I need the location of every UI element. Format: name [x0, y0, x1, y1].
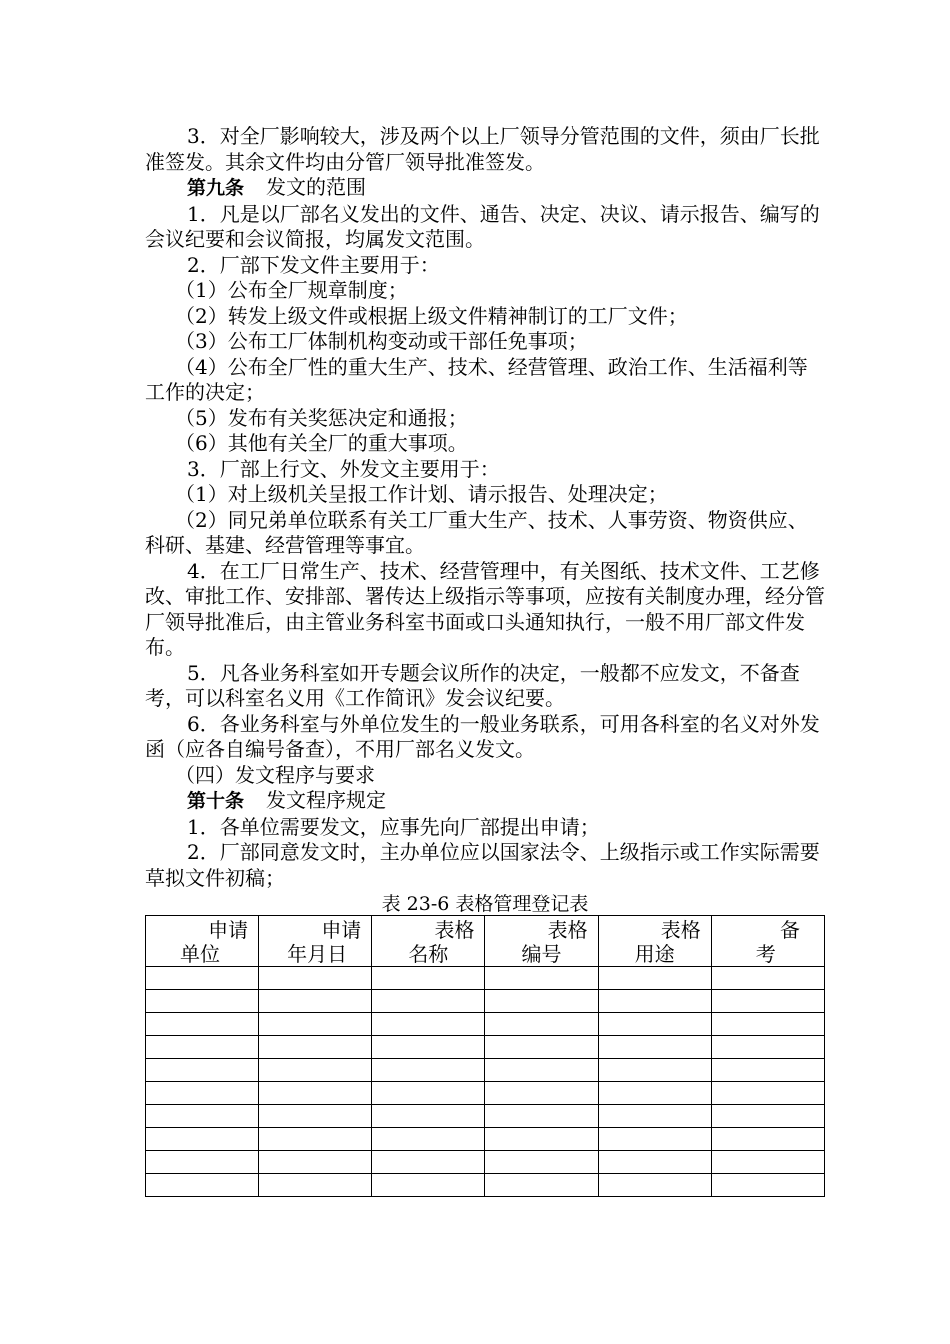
paragraph-procedure-2: [145, 840, 825, 891]
table-cell[interactable]: [146, 1128, 259, 1151]
paragraph-text: 2．厂部下发文件主要用于：: [187, 252, 440, 277]
table-cell[interactable]: [259, 1013, 372, 1036]
list-item-text: （1）公布全厂规章制度；: [175, 278, 408, 302]
paragraph-text: 6．各业务科室与外单位发生的一般业务联系，可用各科室的名义对外发函（应各自编号备查），不用厂部名义发文。: [145, 711, 820, 761]
header-line: 用途: [634, 942, 675, 966]
table-row: [146, 1151, 825, 1174]
paragraph-text: 3．对全厂影响较大，涉及两个以上厂领导分管范围的文件，须由厂长批准签发。其余文件均由分管厂领导批准签发。: [145, 124, 820, 174]
table-cell[interactable]: [372, 1151, 485, 1174]
paragraph-scope-3: [145, 457, 825, 483]
table-cell[interactable]: [485, 1174, 598, 1197]
table-cell[interactable]: [146, 1174, 259, 1197]
paragraph-procedure-1: [145, 815, 825, 841]
table-cell[interactable]: [372, 990, 485, 1013]
article-label: 第九条: [187, 177, 245, 199]
article-9-heading: [145, 175, 825, 202]
table-cell[interactable]: [259, 1059, 372, 1082]
table-cell[interactable]: [259, 1151, 372, 1174]
header-line: 表格: [660, 918, 701, 942]
header-line: 申请: [321, 918, 362, 942]
table-row: [146, 967, 825, 990]
paragraph-text: 4．在工厂日常生产、技术、经营管理中，有关图纸、技术文件、工艺修改、审批工作、安排部、署传达上级指示等事项，应按有关制度办理，经分管厂领导批准后，由主管业务科室书面或口头通知执行，一般不用厂部文件发布。: [145, 558, 825, 659]
form-registration-table: [145, 915, 825, 1197]
paragraph-scope-6: [145, 712, 825, 763]
table-cell[interactable]: [598, 1174, 711, 1197]
table-cell[interactable]: [711, 1059, 824, 1082]
table-cell[interactable]: [146, 967, 259, 990]
article-title: 发文程序规定: [266, 788, 387, 812]
table-cell[interactable]: [146, 1013, 259, 1036]
table-cell[interactable]: [598, 990, 711, 1013]
table-cell[interactable]: [259, 990, 372, 1013]
list-item-text: （2）转发上级文件或根据上级文件精神制订的工厂文件；: [175, 303, 688, 328]
table-cell[interactable]: [598, 1105, 711, 1128]
header-apply-date: [259, 916, 372, 967]
table-cell[interactable]: [485, 1013, 598, 1036]
table-cell[interactable]: [598, 1036, 711, 1059]
list-item-text: （2）同兄弟单位联系有关工厂重大生产、技术、人事劳资、物资供应、科研、基建、经营管理等事宜。: [145, 507, 808, 557]
paragraph-scope-1: [145, 202, 825, 253]
table-cell[interactable]: [598, 1151, 711, 1174]
table-cell[interactable]: [485, 1128, 598, 1151]
paragraph-text: 1．各单位需要发文，应事先向厂部提出申请；: [187, 814, 600, 839]
table-row: [146, 990, 825, 1013]
header-line: 表格: [547, 918, 588, 942]
table-cell[interactable]: [711, 1128, 824, 1151]
table-cell[interactable]: [146, 1059, 259, 1082]
table-header-row: [146, 916, 825, 967]
list-item-text: （5）发布有关奖惩决定和通报；: [175, 405, 468, 430]
table-cell[interactable]: [485, 990, 598, 1013]
table-cell[interactable]: [372, 1036, 485, 1059]
paragraph-scope-4: [145, 559, 825, 661]
table-cell[interactable]: [711, 1105, 824, 1128]
header-line: 单位: [180, 942, 220, 966]
table-cell[interactable]: [711, 1082, 824, 1105]
table-cell[interactable]: [711, 1036, 824, 1059]
table-row: [146, 1036, 825, 1059]
table-cell[interactable]: [485, 1082, 598, 1105]
header-line: 名称: [408, 942, 449, 966]
document-page: [145, 124, 825, 1197]
header-form-number: [485, 916, 598, 967]
table-cell[interactable]: [146, 990, 259, 1013]
header-applicant-unit: [146, 916, 259, 967]
list-item: [145, 355, 825, 406]
article-10-heading: [145, 788, 825, 815]
table-cell[interactable]: [259, 967, 372, 990]
header-line: 年月日: [287, 942, 348, 966]
paragraph-text: 5．凡各业务科室如开专题会议所作的决定，一般都不应发文，不备查考，可以科室名义用《工作简讯》发会议纪要。: [145, 660, 800, 710]
article-title: 发文的范围: [266, 175, 367, 199]
list-item: [145, 431, 825, 457]
list-item: [145, 304, 825, 330]
table-cell[interactable]: [372, 1059, 485, 1082]
table-row: [146, 1105, 825, 1128]
table-row: [146, 1174, 825, 1197]
table-cell[interactable]: [711, 1174, 824, 1197]
table-cell[interactable]: [711, 1013, 824, 1036]
table-cell[interactable]: [146, 1151, 259, 1174]
table-cell[interactable]: [485, 967, 598, 990]
paragraph-text: 3．厂部上行文、外发文主要用于：: [187, 456, 500, 481]
table-cell[interactable]: [598, 1059, 711, 1082]
table-cell[interactable]: [372, 1082, 485, 1105]
section-heading: [145, 763, 825, 789]
table-row: [146, 1082, 825, 1105]
table-cell[interactable]: [485, 1059, 598, 1082]
table-cell[interactable]: [372, 1013, 485, 1036]
table-body: [146, 967, 825, 1197]
table-cell[interactable]: [259, 1128, 372, 1151]
table-cell[interactable]: [259, 1036, 372, 1059]
header-form-name: [372, 916, 485, 967]
table-cell[interactable]: [711, 967, 824, 990]
paragraph-text: 2．厂部同意发文时，主办单位应以国家法令、上级指示或工作实际需要草拟文件初稿；: [145, 840, 820, 890]
table-row: [146, 1059, 825, 1082]
paragraph-item-3-signing: [145, 124, 825, 175]
header-remarks: [711, 916, 824, 967]
table-cell[interactable]: [598, 1013, 711, 1036]
table-cell[interactable]: [372, 1174, 485, 1197]
header-line: 编号: [521, 942, 562, 966]
paragraph-scope-2: [145, 253, 825, 279]
article-label: 第十条: [187, 790, 245, 812]
list-item-text: （1）对上级机关呈报工作计划、请示报告、处理决定；: [175, 482, 668, 506]
list-item: [145, 278, 825, 304]
table-cell[interactable]: [146, 1036, 259, 1059]
list-item-text: （4）公布全厂性的重大生产、技术、经营管理、政治工作、生活福利等工作的决定；: [145, 354, 808, 404]
list-item-text: （3）公布工厂体制机构变动或干部任免事项；: [175, 329, 588, 353]
paragraph-text: 1．凡是以厂部名义发出的文件、通告、决定、决议、请示报告、编写的会议纪要和会议简报，均属发文范围。: [145, 201, 820, 251]
table-row: [146, 1128, 825, 1151]
table-cell[interactable]: [146, 1082, 259, 1105]
table-cell[interactable]: [598, 1128, 711, 1151]
table-cell[interactable]: [485, 1151, 598, 1174]
list-item: [145, 329, 825, 355]
table-cell[interactable]: [372, 1105, 485, 1128]
table-cell[interactable]: [372, 1128, 485, 1151]
table-caption: 表 23-6 表格管理登记表: [381, 893, 589, 915]
header-form-purpose: [598, 916, 711, 967]
list-item: [145, 482, 825, 508]
table-cell[interactable]: [372, 967, 485, 990]
section-title: （四）发文程序与要求: [175, 762, 375, 787]
header-line: 表格: [434, 918, 475, 942]
list-item: [145, 406, 825, 432]
header-line: 备: [780, 918, 800, 942]
table-cell[interactable]: [711, 1151, 824, 1174]
list-item: [145, 508, 825, 559]
table-cell[interactable]: [598, 1082, 711, 1105]
paragraph-scope-5: [145, 661, 825, 712]
table-cell[interactable]: [146, 1105, 259, 1128]
header-line: 申请: [208, 918, 249, 942]
table-cell[interactable]: [485, 1036, 598, 1059]
table-cell[interactable]: [259, 1082, 372, 1105]
table-cell[interactable]: [711, 990, 824, 1013]
header-line: 考: [755, 942, 776, 966]
table-cell[interactable]: [598, 967, 711, 990]
list-item-text: （6）其他有关全厂的重大事项。: [175, 431, 468, 455]
table-cell[interactable]: [259, 1105, 372, 1128]
table-row: [146, 1013, 825, 1036]
table-cell[interactable]: [259, 1174, 372, 1197]
table-cell[interactable]: [485, 1105, 598, 1128]
